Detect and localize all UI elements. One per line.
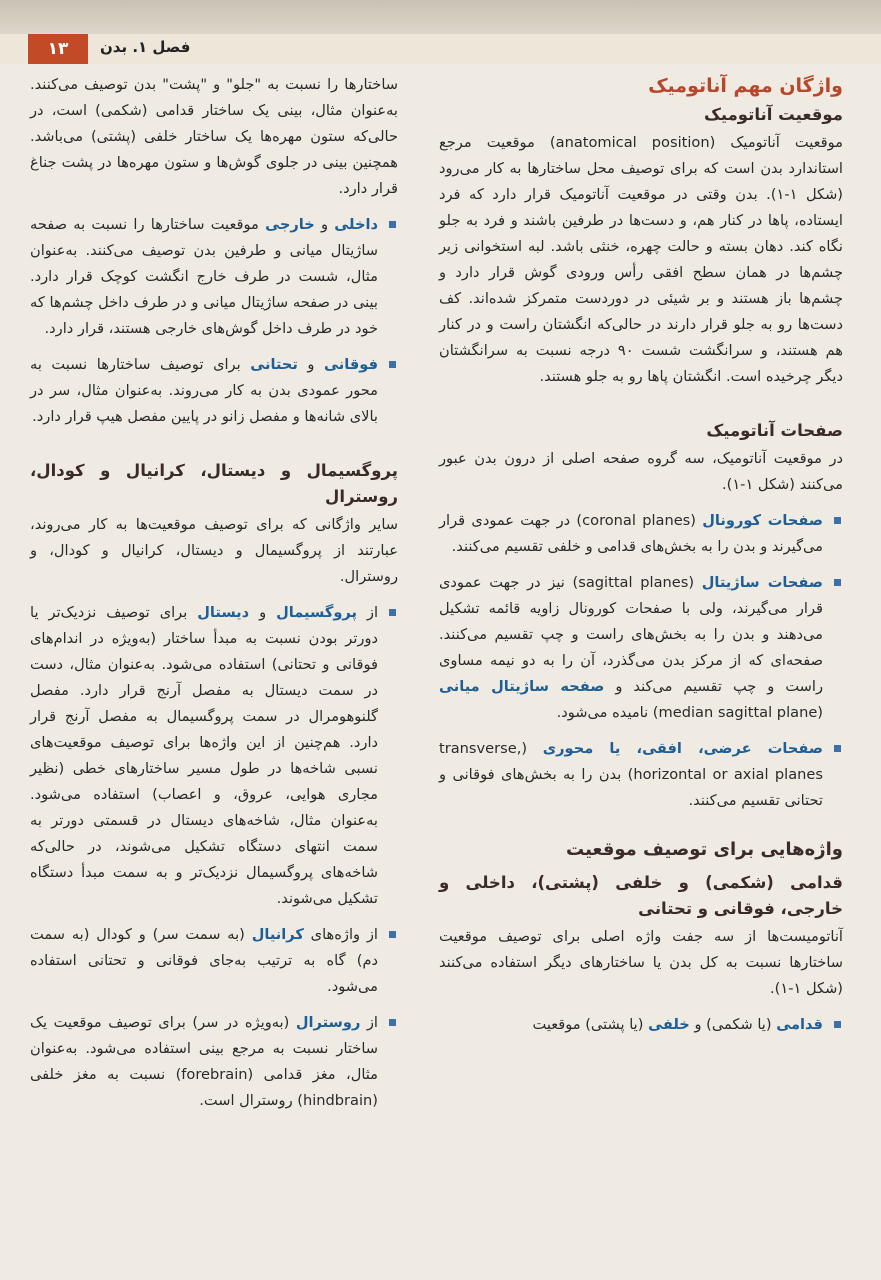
text-transverse: (transverse, horizontal or axial planes) بدن را به بخش‌های فوقانی و تحتانی تقسیم می‌کنند. [439, 740, 823, 809]
term-inferior: تحتانی [250, 356, 298, 373]
section-title-position-terms: واژه‌هایی برای توصیف موقعیت [566, 839, 843, 860]
list-item-superior-inferior [30, 352, 398, 430]
list-item-medial-lateral [30, 212, 398, 342]
term-cranial: کرانیال [251, 926, 304, 943]
text-coronal: (coronal planes) در جهت عمودی قرار می‌گیرند و بدن را به بخش‌های قدامی و خلفی تقسیم می‌کنند. [439, 512, 823, 555]
paragraph-continued: ساختارها را نسبت به "جلو" و "پشت" بدن توصیف می‌کنند. به‌عنوان مثال، بینی یک ساختار قدامی (شکمی) است، در حالی‌که ستون مهره‌ها یک ساختار خلفی (پشتی) می‌باشد. همچنین بینی در جلوی گوش‌ها و ستون مهره‌ها در پشت جناغ قرار دارد. [30, 76, 398, 197]
subsection-title-anterior-posterior: قدامی (شکمی) و خلفی (پشتی)، داخلی و خارجی، فوقانی و تحتانی [439, 873, 843, 918]
text-superior: برای توصیف ساختارها نسبت به محور عمودی بدن به کار می‌روند. به‌عنوان مثال، سر در بالای شانه‌ها و مفصل زانو در پایین مفصل هیپ قرار دارد. [30, 356, 378, 425]
list-item-transverse [439, 736, 843, 814]
text-and: و [314, 216, 335, 233]
text-rostral-lead: از [360, 1014, 378, 1031]
chapter-title: فصل ۱. بدن [100, 38, 191, 56]
list-item-cranial [30, 922, 398, 1000]
left-column [30, 72, 398, 1124]
term-superior: فوقانی [324, 356, 379, 373]
list-item-sagittal [439, 570, 843, 726]
page-number: ۱۳ [28, 34, 88, 64]
text-proximal: برای توصیف نزدیک‌تر یا دورتر بودن نسبت به مبدأ ساختار (به‌ویژه در اندام‌های فوقانی و تحتانی) استفاده می‌شود. به‌عنوان مثال، دست در سمت دیستال به مفصل آرنج قرار دارد. مفصل گلنوهومرال در سمت پروگسیمال به مفصل آرنج قرار دارد. هم‌چنین از این واژه‌ها برای توصیف موقعیت‌های نسبی شاخه‌ها در طول مسیر ساختارهای خطی (نظیر مجاری هوایی، عروق، و اعصاب) استفاده می‌شود. به‌عنوان مثال، شاخه‌های دیستال در قسمتی دورتر به سمت انتهای دستگاه تشکیل می‌شوند، در حالی‌که شاخه‌های پروگسیمال نزدیک‌تر و به سمت مبدأ دستگاه تشکیل می‌شوند. [30, 604, 378, 907]
term-medial: داخلی [334, 216, 378, 233]
term-median-sagittal: صفحه ساژیتال میانی [439, 678, 605, 695]
right-column [439, 72, 843, 1048]
list-item-coronal [439, 508, 843, 560]
text-and: و [249, 604, 277, 621]
subsection-title-proximal-distal: پروگسیمال و دیستال، کرانیال و کودال، روسترال [30, 461, 398, 506]
page-top-edge [0, 0, 881, 34]
term-sagittal: صفحات ساژیتال [701, 574, 823, 591]
term-coronal: صفحات کورونال [702, 512, 823, 529]
term-posterior: خلفی [648, 1016, 690, 1033]
paragraph-planes-intro: در موقعیت آناتومیک، سه گروه صفحه اصلی از درون بدن عبور می‌کنند (شکل ۱-۱). [439, 450, 843, 493]
term-distal: دیستال [197, 604, 250, 621]
text-rostral: (به‌ویژه در سر) برای توصیف موقعیت یک ساختار نسبت به مرجع بینی استفاده می‌شود. به‌عنوان مثال، مغز قدامی (forebrain) نسبت به مغز خلفی (hindbrain) روسترال است. [30, 1014, 378, 1109]
bullet-icon [834, 579, 841, 586]
text-sagittal-1: (sagittal planes) نیز در جهت عمودی قرار می‌گیرند، ولی با صفحات کورونال زاویه قائمه تشکیل می‌دهند و بدن را به بخش‌های راست و چپ تقسیم می‌کنند. صفحه‌ای که از مرکز بدن می‌گذرد، آن را به دو نیمه مساوی راست و چپ تقسیم می‌کند و [439, 574, 823, 695]
bullet-icon [389, 221, 396, 228]
text-cranial-lead: از واژه‌های [303, 926, 378, 943]
term-transverse: صفحات عرضی، افقی، یا محوری [542, 740, 823, 757]
bullet-icon [389, 931, 396, 938]
text-prox-lead: از [356, 604, 378, 621]
bullet-icon [389, 361, 396, 368]
text-anterior-2: (یا پشتی) موقعیت [532, 1016, 649, 1033]
paragraph-proximal-intro: سایر واژگانی که برای توصیف موقعیت‌ها به کار می‌روند، عبارتند از پروگسیمال و دیستال، کرانیال و کودال، و روسترال. [30, 516, 398, 585]
subsection-title-anatomical-planes: صفحات آناتومیک [706, 421, 843, 440]
term-lateral: خارجی [265, 216, 315, 233]
text-and: و [297, 356, 325, 373]
paragraph-anatomical-position: موقعیت آناتومیک (anatomical position) موقعیت مرجع استاندارد بدن است که برای توصیف محل ساختارها به کار می‌رود (شکل ۱-۱). بدن وقتی در موقعیت آناتومیک قرار دارد که فرد ایستاده، پاها در کنار هم، و دست‌ها در طرفین باشند و فرد به جلو نگاه کند. دهان بسته و حالت چهره، خنثی باشد. لبه استخوانی زیر چشم‌ها در همان سطح افقی رأس ورودی گوش قرار دارد و چشم‌ها باز هستند و بر شیئی در دوردست متمرکز شده‌اند. کف دست‌ها رو به جلو قرار دارند در حالی‌که انگشتان راست و در کنار هم هستند، و سرانگشت شست ۹۰ درجه نسبت به سرانگشتان دیگر چرخیده است. انگشتان پاها رو به جلو هستند. [439, 134, 843, 385]
bullet-icon [834, 745, 841, 752]
list-item-anterior-posterior [439, 1012, 843, 1038]
text-cranial: (به سمت سر) و کودال (به سمت دم) گاه به ترتیب به‌جای فوقانی و تحتانی استفاده می‌شود. [30, 926, 378, 995]
bullet-icon [389, 609, 396, 616]
bullet-icon [389, 1019, 396, 1026]
subsection-title-anatomical-position: موقعیت آناتومیک [703, 105, 843, 124]
bullet-icon [834, 517, 841, 524]
text-medial: موقعیت ساختارها را نسبت به صفحه ساژیتال میانی و طرفین بدن توصیف می‌کنند. به‌عنوان مثال، شست در طرف خارج انگشت کوچک قرار دارد. بینی در صفحه ساژیتال میانی و در طرف داخل چشم‌ها که خود در طرف داخل گوش‌های خارجی هستند، قرار دارد. [30, 216, 378, 337]
list-item-rostral [30, 1010, 398, 1114]
section-title-anatomical-terms: واژگان مهم آناتومیک [648, 75, 843, 97]
term-anterior: قدامی [776, 1016, 823, 1033]
text-anterior-1: (یا شکمی) و [689, 1016, 777, 1033]
term-proximal: پروگسیمال [276, 604, 357, 621]
term-rostral: روسترال [295, 1014, 361, 1031]
paragraph-terms-intro: آناتومیست‌ها از سه جفت واژه اصلی برای توصیف موقعیت ساختارها نسبت به کل بدن یا ساختارهای دیگر استفاده می‌کنند (شکل ۱-۱). [439, 928, 843, 997]
bullet-icon [834, 1021, 841, 1028]
text-sagittal-2: (median sagittal plane) نامیده می‌شود. [556, 704, 823, 721]
list-item-proximal-distal [30, 600, 398, 912]
